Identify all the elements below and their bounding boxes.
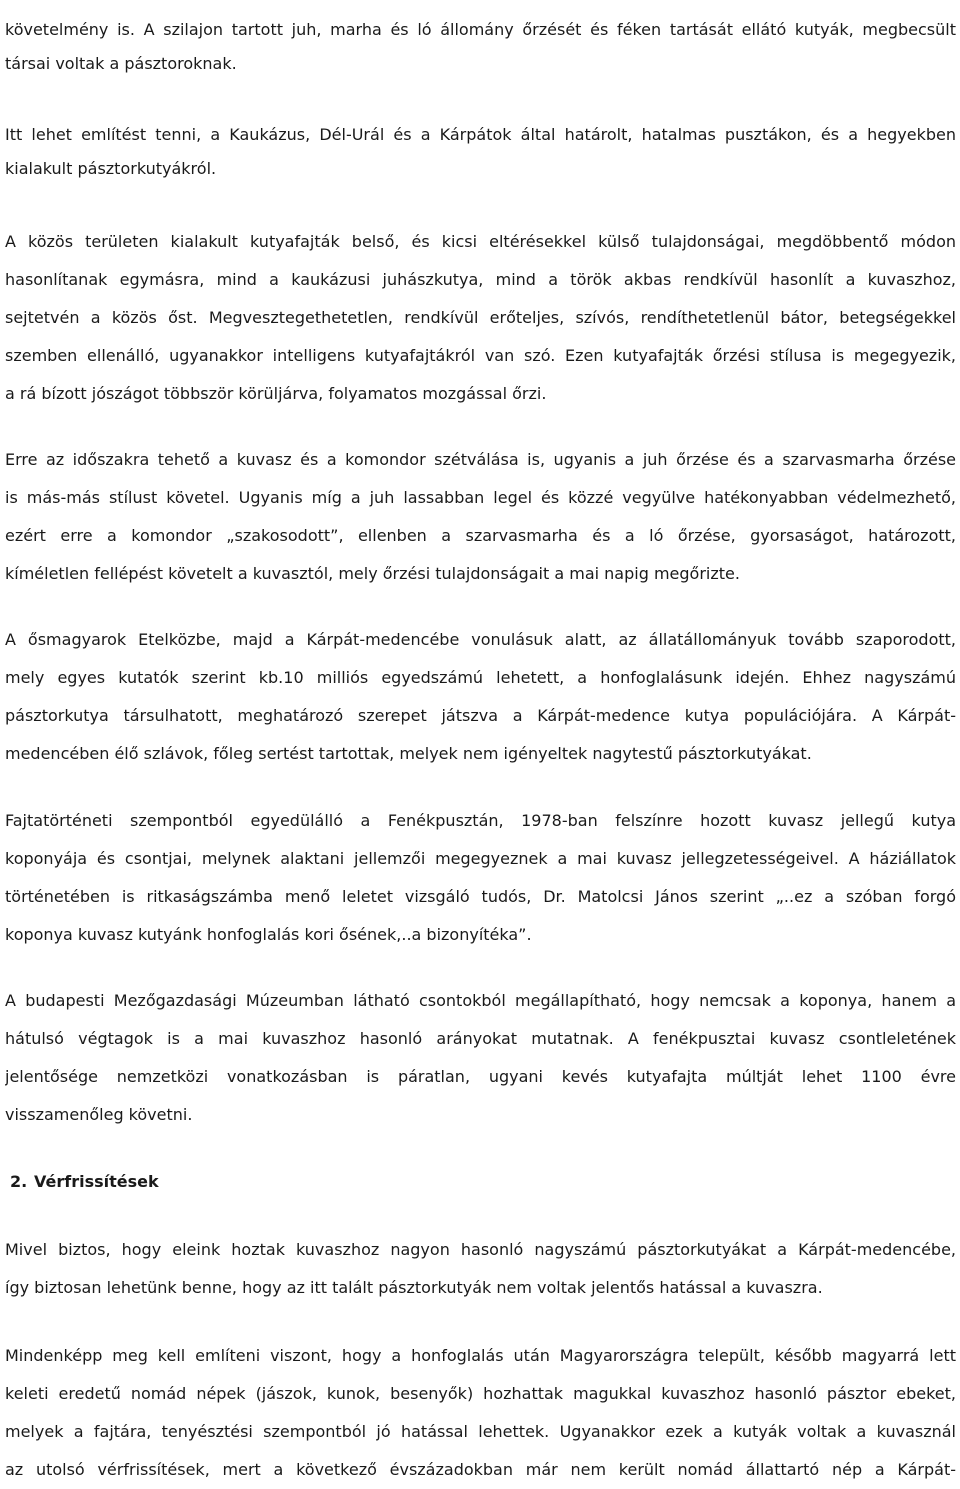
text-line: kialakult pásztorkutyákról. [5,159,217,178]
section-number: 2. [10,1172,28,1191]
text-line: A budapesti Mezőgazdasági Múzeumban látható csontokból megállapítható, hogy nemcsak a koponya, hanem a [5,991,956,1010]
text-line: társai voltak a pásztoroknak. [5,54,237,73]
text-line: A közös területen kialakult kutyafajták belső, és kicsi eltérésekkel külső tulajdonságai, megdöbbentő módon [5,232,956,251]
text-line: koponya kuvasz kutyánk honfoglalás kori ősének,..a bizonyítéka”. [5,925,532,944]
paragraph-8 [5,1231,956,1307]
paragraph-6 [5,802,956,954]
text-line: jelentősége nemzetközi vonatkozásban is páratlan, ugyani kevés kutyafajta múltját lehet 1100 évre [5,1067,956,1086]
text-line: így biztosan lehetünk benne, hogy az itt talált pásztorkutyák nem voltak jelentős hatással a kuvaszra. [5,1278,823,1297]
text-line: Mivel biztos, hogy eleink hoztak kuvaszhoz nagyon hasonló nagyszámú pásztorkutyákat a Kárpát-medencébe, [5,1240,956,1259]
text-line: Erre az időszakra tehető a kuvasz és a komondor szétválása is, ugyanis a juh őrzése és a szarvasmarha őrzése [5,450,956,469]
text-line: pásztorkutya társulhatott, meghatározó szerepet játszva a Kárpát-medence kutya populációjára. A Kárpát- [5,706,956,725]
text-line: kíméletlen fellépést követelt a kuvasztól, mely őrzési tulajdonságait a mai napig megőrizte. [5,564,740,583]
paragraph-3 [5,223,956,413]
text-line: Itt lehet említést tenni, a Kaukázus, Dél-Urál és a Kárpátok által határolt, hatalmas pusztákon, és a hegyekben [5,125,956,144]
text-line: ezért erre a komondor „szakosodott”, ellenben a szarvasmarha és a ló őrzése, gyorsaságot, határozott, [5,526,956,545]
text-line: Mindenképp meg kell említeni viszont, hogy a honfoglalás után Magyarországra települt, később magyarrá lett [5,1346,956,1365]
text-line: koponyája és csontjai, melynek alaktani jellemzői megegyeznek a mai kuvasz jellegzetességeivel. A háziállatok [5,849,956,868]
text-line: mely egyes kutatók szerint kb.10 milliós egyedszámú lehetett, a honfoglalásunk idején. Ehhez nagyszámú [5,668,956,687]
text-line: keleti eredetű nomád népek (jászok, kunok, besenyők) hozhattak magukkal kuvaszhoz hasonló pásztor ebeket, [5,1384,956,1403]
text-line: történetében is ritkaságszámba menő leletet vizsgáló tudós, Dr. Matolcsi János szerint „..ez a szóban forgó [5,887,956,906]
text-line: követelmény is. A szilajon tartott juh, marha és ló állomány őrzését és féken tartását ellátó kutyák, megbecsült [5,20,956,39]
text-line: hátulsó végtagok is a mai kuvaszhoz hasonló arányokat mutatnak. A fenékpusztai kuvasz csontleletének [5,1029,956,1048]
paragraph-2 [5,118,956,186]
paragraph-5 [5,621,956,773]
text-line: a rá bízott jószágot többször körüljárva, folyamatos mozgással őrzi. [5,384,547,403]
text-line: az utolsó vérfrissítések, mert a következő évszázadokban már nem került nomád állattartó nép a Kárpát- [5,1460,956,1479]
text-line: A ősmagyarok Etelközbe, majd a Kárpát-medencébe vonulásuk alatt, az állatállományuk tovább szaporodott, [5,630,956,649]
text-line: visszamenőleg követni. [5,1105,193,1124]
section-heading [10,1167,159,1197]
text-line: Fajtatörténeti szempontból egyedülálló a Fenékpusztán, 1978-ban felszínre hozott kuvasz jellegű kutya [5,811,956,830]
text-line: is más-más stílust követel. Ugyanis míg a juh lassabban legel és közzé vegyülve hatékonyabban védelmezhető, [5,488,956,507]
paragraph-9 [5,1337,956,1489]
text-line: szemben ellenálló, ugyanakkor intelligens kutyafajtákról van szó. Ezen kutyafajták őrzési stílusa is megegyezik, [5,346,956,365]
paragraph-4 [5,441,956,593]
text-line: sejtetvén a közös őst. Megvesztegethetetlen, rendkívül erőteljes, szívós, rendíthetetlenül bátor, betegségekkel [5,308,956,327]
paragraph-7 [5,982,956,1134]
text-line: melyek a fajtára, tenyésztési szempontból jó hatással lehettek. Ugyanakkor ezek a kutyák voltak a kuvasznál [5,1422,956,1441]
text-line: hasonlítanak egymásra, mind a kaukázusi juhászkutya, mind a török akbas rendkívül hasonlít a kuvaszhoz, [5,270,956,289]
section-title: Vérfrissítések [34,1172,159,1191]
paragraph-1 [5,13,956,81]
text-line: medencében élő szlávok, főleg sertést tartottak, melyek nem igényeltek nagytestű pásztorkutyákat. [5,744,812,763]
